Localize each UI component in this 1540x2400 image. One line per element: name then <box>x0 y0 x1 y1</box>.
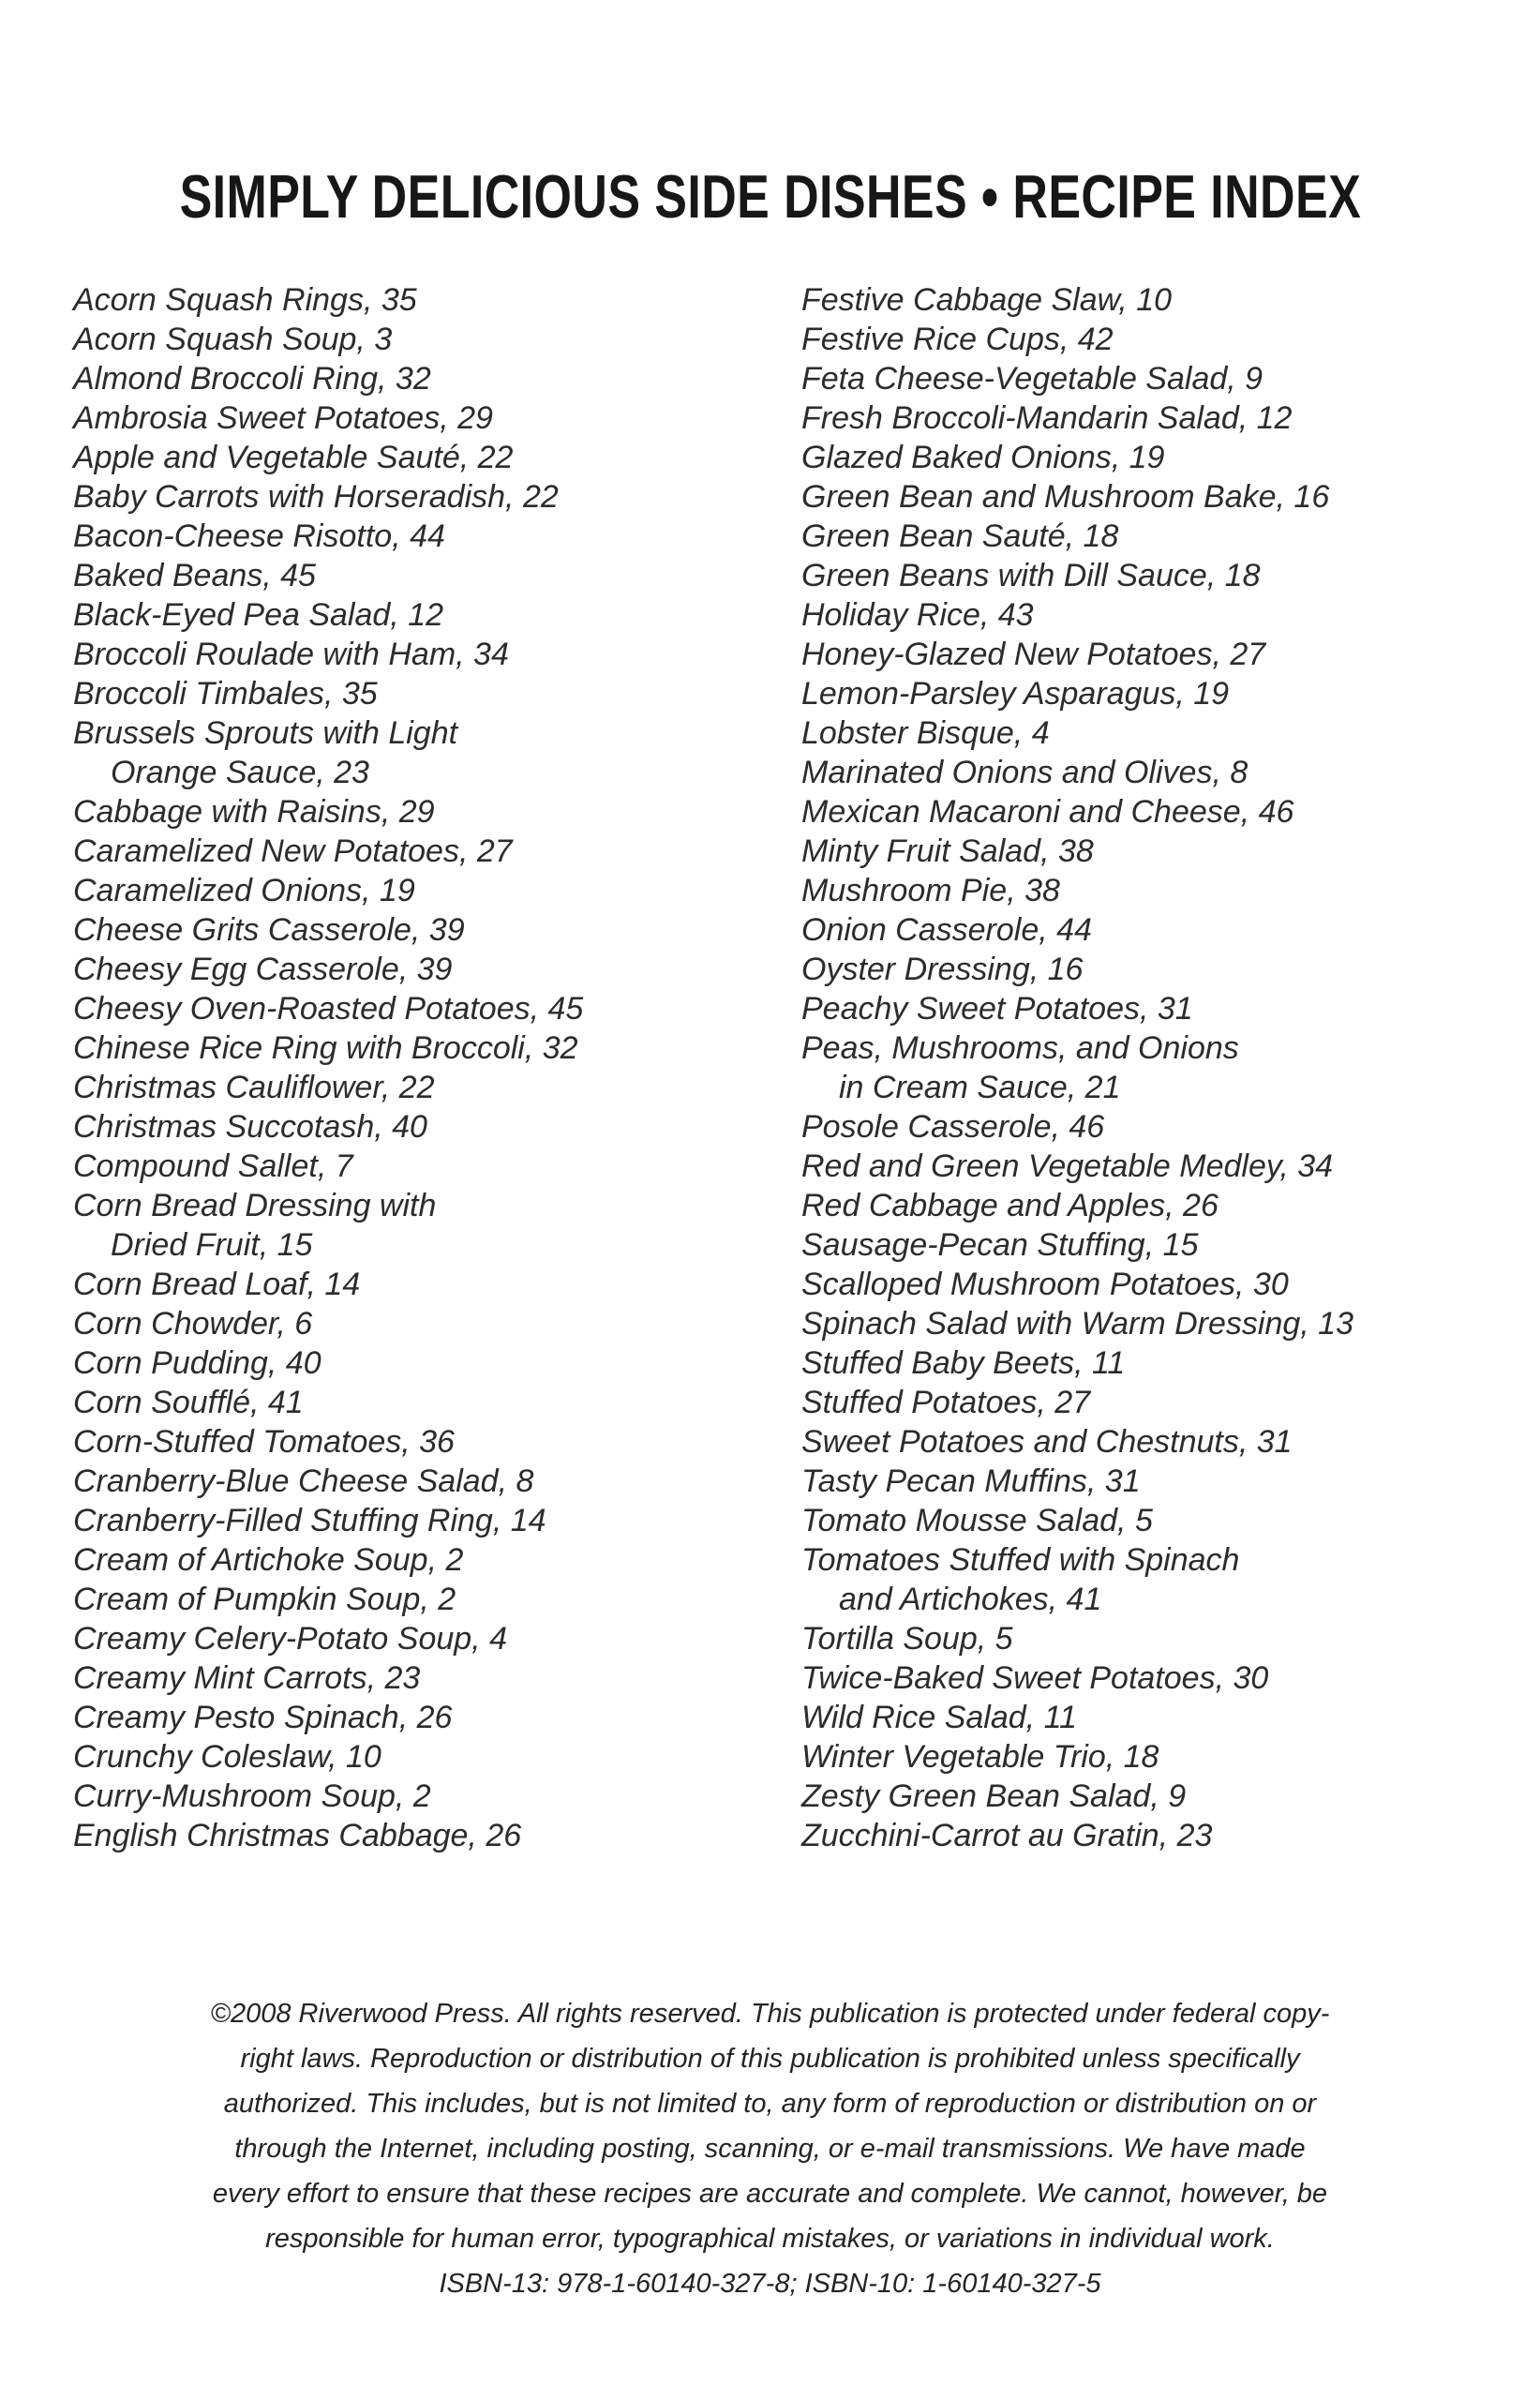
copyright-notice <box>0 1991 1540 2306</box>
recipe-entry: Black-Eyed Pea Salad, 12 <box>73 597 444 633</box>
recipe-entry: Peas, Mushrooms, and Onions <box>801 1030 1239 1066</box>
recipe-entry: Christmas Succotash, 40 <box>73 1109 427 1145</box>
recipe-entry: Corn Soufflé, 41 <box>73 1385 304 1420</box>
recipe-entry: Stuffed Baby Beets, 11 <box>801 1345 1126 1381</box>
recipe-entry: Onion Casserole, 44 <box>801 912 1092 948</box>
recipe-entry: Twice-Baked Sweet Potatoes, 30 <box>801 1660 1269 1696</box>
recipe-entry: Posole Casserole, 46 <box>801 1109 1105 1145</box>
recipe-entry: Mexican Macaroni and Cheese, 46 <box>801 794 1294 830</box>
copyright-line: ©2008 Riverwood Press. All rights reserved. This publication is protected under federal copy- <box>210 1999 1330 2029</box>
recipe-entry: and Artichokes, 41 <box>839 1582 1102 1617</box>
recipe-entry: Cranberry-Filled Stuffing Ring, 14 <box>73 1503 546 1538</box>
recipe-entry: Tomatoes Stuffed with Spinach <box>801 1542 1240 1578</box>
recipe-entry: Curry-Mushroom Soup, 2 <box>73 1778 431 1814</box>
recipe-entry: Cream of Artichoke Soup, 2 <box>73 1542 464 1578</box>
recipe-entry: Caramelized New Potatoes, 27 <box>73 833 513 869</box>
recipe-entry: Sausage-Pecan Stuffing, 15 <box>801 1227 1199 1263</box>
copyright-line: through the Internet, including posting, scanning, or e-mail transmissions. We have made <box>234 2134 1306 2164</box>
recipe-entry: Cheesy Egg Casserole, 39 <box>73 952 453 987</box>
recipe-entry: Creamy Celery-Potato Soup, 4 <box>73 1621 507 1657</box>
recipe-entry: Red Cabbage and Apples, 26 <box>801 1188 1219 1223</box>
recipe-entry: Zesty Green Bean Salad, 9 <box>801 1778 1187 1814</box>
page-title <box>0 161 1540 231</box>
recipe-entry: Winter Vegetable Trio, 18 <box>801 1739 1159 1775</box>
recipe-entry: Festive Rice Cups, 42 <box>801 322 1114 357</box>
recipe-entry: Green Beans with Dill Sauce, 18 <box>801 558 1261 593</box>
recipe-entry: Glazed Baked Onions, 19 <box>801 440 1165 475</box>
copyright-line: authorized. This includes, but is not limited to, any form of reproduction or distribution on or <box>223 2089 1317 2119</box>
recipe-entry: Acorn Squash Rings, 35 <box>73 282 417 318</box>
recipe-entry: Bacon-Cheese Risotto, 44 <box>73 518 445 554</box>
recipe-entry: Baby Carrots with Horseradish, 22 <box>73 479 559 515</box>
recipe-entry: Corn Bread Loaf, 14 <box>73 1267 361 1302</box>
recipe-entry: Corn Chowder, 6 <box>73 1306 313 1342</box>
recipe-entry: Holiday Rice, 43 <box>801 597 1034 633</box>
recipe-entry: Creamy Mint Carrots, 23 <box>73 1660 421 1696</box>
recipe-entry: Zucchini-Carrot au Gratin, 23 <box>801 1818 1213 1853</box>
recipe-entry: Caramelized Onions, 19 <box>73 873 415 908</box>
recipe-entry: Mushroom Pie, 38 <box>801 873 1060 908</box>
recipe-entry: Apple and Vegetable Sauté, 22 <box>73 440 514 475</box>
recipe-entry: Crunchy Coleslaw, 10 <box>73 1739 381 1775</box>
copyright-line: every effort to ensure that these recipes are accurate and complete. We cannot, however, be <box>212 2179 1328 2209</box>
recipe-entry: Cheese Grits Casserole, 39 <box>73 912 465 948</box>
recipe-entry: Tomato Mousse Salad, 5 <box>801 1503 1153 1538</box>
recipe-entry: Corn Bread Dressing with <box>73 1188 437 1223</box>
recipe-entry: Creamy Pesto Spinach, 26 <box>73 1700 453 1735</box>
recipe-entry: Christmas Cauliflower, 22 <box>73 1070 435 1105</box>
recipe-entry: Chinese Rice Ring with Broccoli, 32 <box>73 1030 578 1066</box>
recipe-entry: Green Bean and Mushroom Bake, 16 <box>801 479 1330 515</box>
recipe-entry: Feta Cheese-Vegetable Salad, 9 <box>801 361 1263 397</box>
recipe-entry: Almond Broccoli Ring, 32 <box>73 361 431 397</box>
recipe-entry: Acorn Squash Soup, 3 <box>73 322 393 357</box>
recipe-entry: in Cream Sauce, 21 <box>839 1070 1121 1105</box>
recipe-entry: Orange Sauce, 23 <box>111 755 369 790</box>
recipe-entry: Spinach Salad with Warm Dressing, 13 <box>801 1306 1353 1342</box>
recipe-entry: Fresh Broccoli-Mandarin Salad, 12 <box>801 400 1293 436</box>
recipe-entry: Lobster Bisque, 4 <box>801 715 1050 751</box>
recipe-entry: Green Bean Sauté, 18 <box>801 518 1119 554</box>
recipe-entry: Broccoli Timbales, 35 <box>73 676 378 712</box>
recipe-entry: Peachy Sweet Potatoes, 31 <box>801 991 1193 1027</box>
copyright-line: ISBN-13: 978-1-60140-327-8; ISBN-10: 1-60140-327-5 <box>439 2269 1101 2299</box>
recipe-entry: Cabbage with Raisins, 29 <box>73 794 435 830</box>
recipe-entry: Wild Rice Salad, 11 <box>801 1700 1077 1735</box>
recipe-entry: Tasty Pecan Muffins, 31 <box>801 1463 1141 1499</box>
copyright-line: responsible for human error, typographical mistakes, or variations in individual work. <box>265 2224 1275 2254</box>
recipe-entry: Lemon-Parsley Asparagus, 19 <box>801 676 1230 712</box>
page-title-text: SIMPLY DELICIOUS SIDE DISHES • RECIPE INDEX <box>179 161 1361 231</box>
recipe-entry: Scalloped Mushroom Potatoes, 30 <box>801 1267 1289 1302</box>
recipe-index-right-column <box>801 280 1479 1855</box>
recipe-entry: Corn Pudding, 40 <box>73 1345 321 1381</box>
recipe-index-left-column <box>73 280 801 1855</box>
recipe-entry: Tortilla Soup, 5 <box>801 1621 1013 1657</box>
recipe-entry: English Christmas Cabbage, 26 <box>73 1818 522 1853</box>
recipe-entry: Compound Sallet, 7 <box>73 1148 353 1184</box>
recipe-entry: Cheesy Oven-Roasted Potatoes, 45 <box>73 991 584 1027</box>
recipe-entry: Festive Cabbage Slaw, 10 <box>801 282 1173 318</box>
recipe-entry: Minty Fruit Salad, 38 <box>801 833 1094 869</box>
recipe-entry: Honey-Glazed New Potatoes, 27 <box>801 637 1266 672</box>
recipe-entry: Stuffed Potatoes, 27 <box>801 1385 1091 1420</box>
recipe-entry: Corn-Stuffed Tomatoes, 36 <box>73 1424 455 1460</box>
recipe-entry: Dried Fruit, 15 <box>111 1227 313 1263</box>
copyright-line: right laws. Reproduction or distribution of this publication is prohibited unless specifically <box>240 2044 1300 2074</box>
recipe-entry: Cream of Pumpkin Soup, 2 <box>73 1582 456 1617</box>
recipe-entry: Oyster Dressing, 16 <box>801 952 1084 987</box>
recipe-entry: Baked Beans, 45 <box>73 558 316 593</box>
recipe-entry: Broccoli Roulade with Ham, 34 <box>73 637 509 672</box>
recipe-entry: Brussels Sprouts with Light <box>73 715 458 751</box>
recipe-entry: Marinated Onions and Olives, 8 <box>801 755 1248 790</box>
recipe-entry: Sweet Potatoes and Chestnuts, 31 <box>801 1424 1293 1460</box>
recipe-index <box>73 280 1479 1855</box>
recipe-entry: Cranberry-Blue Cheese Salad, 8 <box>73 1463 534 1499</box>
recipe-entry: Ambrosia Sweet Potatoes, 29 <box>73 400 493 436</box>
recipe-entry: Red and Green Vegetable Medley, 34 <box>801 1148 1334 1184</box>
